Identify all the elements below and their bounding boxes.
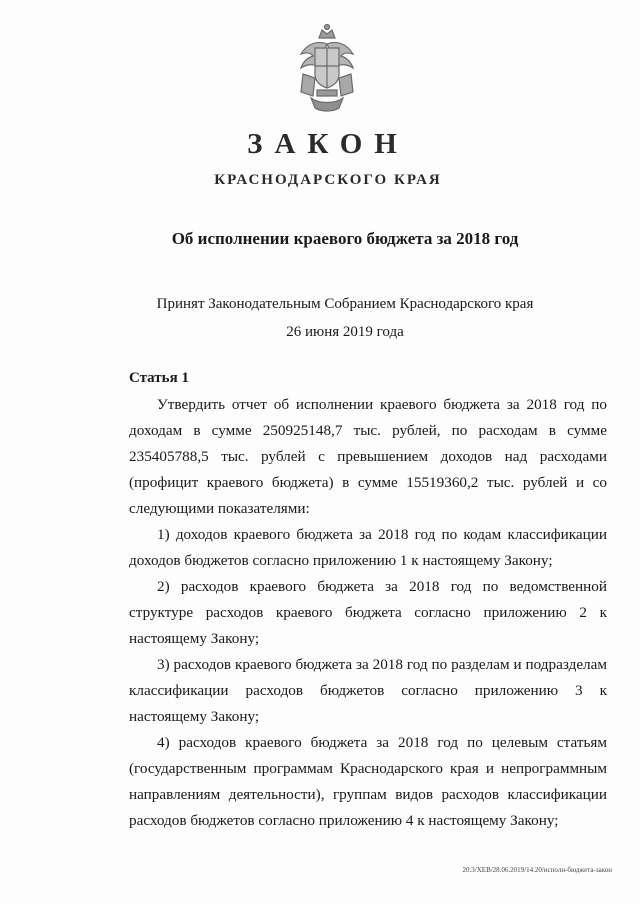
adoption-info	[0, 290, 640, 346]
document-heading: Об исполнении краевого бюджета за 2018 год	[171, 229, 519, 248]
paragraph-item-3: 3) расходов краевого бюджета за 2018 год по разделам и подразделам классификации расходов бюджетов согласно приложению 3 к настоящему Закону;	[129, 656, 607, 725]
paragraph-item-1: 1) доходов краевого бюджета за 2018 год по кодам классификации доходов бюджетов согласно приложению 1 к настоящему Закону;	[129, 526, 607, 569]
law-subtitle: КРАСНОДАРСКОГО КРАЯ	[214, 172, 442, 188]
coat-of-arms-icon	[293, 22, 361, 114]
footer-document-code: 20.3/ХЕВ/28.06.2019/14.20/исполн-бюджета-закон	[462, 866, 612, 874]
article-body	[129, 392, 607, 834]
paragraph-item-2: 2) расходов краевого бюджета за 2018 год по ведомственной структуре расходов краевого бюджета согласно приложению 2 к настоящему Закону;	[129, 578, 607, 647]
law-title: ЗАКОН	[247, 128, 409, 160]
adoption-line-date: 26 июня 2019 года	[286, 324, 404, 340]
paragraph-item-4: 4) расходов краевого бюджета за 2018 год по целевым статьям (государственным программам Краснодарского края и непрограммным направлениям деятельности), группам видов расходов классификации расходов бюджетов согласно приложению 4 к настоящему Закону;	[129, 734, 607, 829]
article-title: Статья 1	[129, 370, 189, 386]
adoption-line-body: Принят Законодательным Собранием Краснодарского края	[156, 296, 534, 312]
paragraph-intro: Утвердить отчет об исполнении краевого бюджета за 2018 год по доходам в сумме 250925148,7 тыс. рублей, по расходам в сумме 235405788,5 тыс. рублей с превышением доходов над расходами (профицит краевого бюджета) в сумме 15519360,2 тыс. рублей и со следующими показателями:	[129, 396, 607, 517]
